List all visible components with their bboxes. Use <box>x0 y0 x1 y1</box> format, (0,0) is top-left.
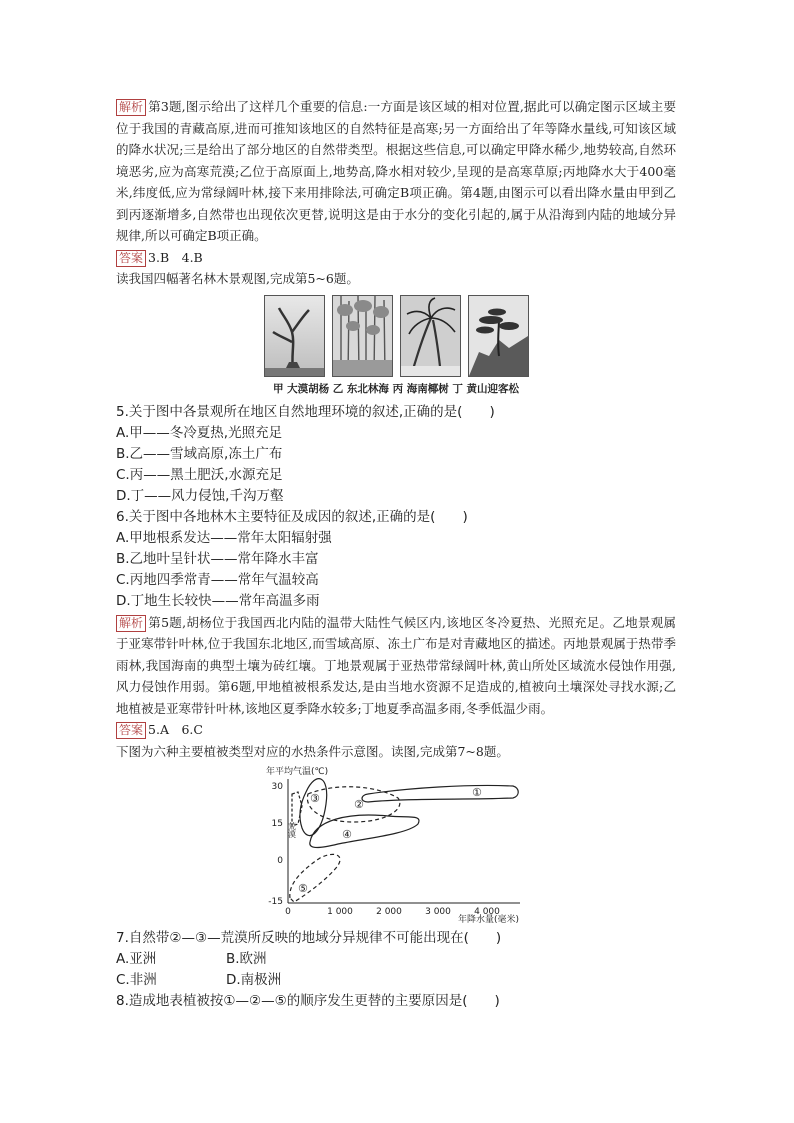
region-label-3: ③ <box>310 792 320 805</box>
x-tick-label: 1 000 <box>327 907 353 917</box>
options-row-2 <box>116 970 676 991</box>
region-label-desert: 荒漠 <box>287 822 297 838</box>
x-tick-label: 4 000 <box>474 907 500 917</box>
analysis-tag: 解析 <box>116 99 146 116</box>
region-label-5: ⑤ <box>298 882 308 895</box>
intro-text: 下图为六种主要植被类型对应的水热条件示意图。读图,完成第7~8题。 <box>116 743 509 759</box>
question-number: 5. <box>116 403 129 420</box>
x-tick-label: 3 000 <box>425 907 451 917</box>
option-c: C.丙——黑土肥沃,水源充足 <box>116 466 283 483</box>
question-stem: 造成地表植被按①—②—⑤的顺序发生更替的主要原因是( ) <box>128 993 500 1009</box>
answer-text: 3.B 4.B <box>148 249 203 265</box>
y-axis-label: 年平均气温(℃) <box>266 767 329 777</box>
region-label-4: ④ <box>342 828 352 841</box>
option-c: C.非洲 <box>116 972 157 988</box>
region-3-outline <box>300 779 327 836</box>
question-8 <box>116 991 676 1012</box>
analysis-tag: 解析 <box>116 615 146 632</box>
question-stem: 关于图中各景观所在地区自然地理环境的叙述,正确的是( ) <box>128 403 495 420</box>
region-label-1: ① <box>472 786 482 799</box>
region-label-2: ② <box>354 798 364 811</box>
option-b: B.乙地叶呈针状——常年降水丰富 <box>116 550 319 567</box>
question-5 <box>116 402 676 423</box>
region-4-outline <box>310 815 419 847</box>
question-stem: 自然带②—③—荒漠所反映的地域分异规律不可能出现在( ) <box>128 930 502 946</box>
option-a: A.亚洲 <box>116 951 157 967</box>
region-1-outline <box>362 785 518 802</box>
option-d: D.丁——风力侵蚀,千沟万壑 <box>116 487 284 504</box>
huangshan-pine-photo <box>468 295 529 377</box>
analysis-block-2 <box>116 612 676 720</box>
northeast-forest-photo <box>332 295 393 377</box>
vegetation-chart <box>258 764 528 924</box>
analysis-text: 第3题,图示给出了这样几个重要的信息:一方面是该区域的相对位置,据此可以确定图示区域主要位于我国的青藏高原,进而可推知该地区的自然特征是高寒;另一方面给出了年等降水量线,可知该区域的降水状况;三是给出了部分地区的自然带类型。根据这些信息,可以确定甲降水稀少,地势较高,自然环境恶劣,应为高寒荒漠;乙位于高原面上,地势高,降水相对较少,呈现的是高寒草原;丙地降水大于400毫米,纬度低,应为常绿阔叶林,接下来用排除法,可确定B项正确。第4题,由图示可以看出降水量由甲到乙到丙逐渐增多,自然带也出现依次更替,说明这是由于水分的变化引起的,属于从沿海到内陆的地域分异规律,所以可确定B项正确。 <box>116 99 676 243</box>
chart-svg <box>258 764 528 924</box>
option-c: C.丙地四季常青——常年气温较高 <box>116 571 319 588</box>
question-number: 7. <box>116 930 129 946</box>
y-tick-label: -15 <box>268 897 283 907</box>
intro-text: 读我国四幅著名林木景观图,完成第5~6题。 <box>116 271 359 286</box>
x-tick-label: 0 <box>285 907 291 917</box>
answer-tag: 答案 <box>116 250 146 267</box>
option-a: A.甲——冬冷夏热,光照充足 <box>116 424 283 441</box>
photo-caption: 甲 大漠胡杨 乙 东北林海 丙 海南椰树 丁 黄山迎客松 <box>272 382 520 395</box>
question-7 <box>116 928 676 949</box>
option-b: B.欧洲 <box>226 951 267 967</box>
page-content <box>116 96 676 1012</box>
question-number: 8. <box>116 993 129 1009</box>
option-d: D.丁地生长较快——常年高温多雨 <box>116 592 320 609</box>
question-number: 6. <box>116 508 129 525</box>
analysis-block-1 <box>116 96 676 247</box>
answer-block-1 <box>116 247 676 269</box>
question-6 <box>116 507 676 528</box>
photo-row <box>116 295 676 377</box>
desert-poplar-photo <box>264 295 325 377</box>
options-row-1 <box>116 949 676 970</box>
hainan-coconut-photo <box>400 295 461 377</box>
option-b: B.乙——雪域高原,冻土广布 <box>116 445 283 462</box>
option-a: A.甲地根系发达——常年太阳辐射强 <box>116 529 332 546</box>
question-stem: 关于图中各地林木主要特征及成因的叙述,正确的是( ) <box>128 508 468 525</box>
x-tick-label: 2 000 <box>376 907 402 917</box>
answer-tag: 答案 <box>116 722 146 739</box>
answer-text: 5.A 6.C <box>148 722 203 737</box>
answer-block-2 <box>116 719 676 741</box>
y-tick-label: 0 <box>277 856 283 866</box>
analysis-text: 第5题,胡杨位于我国西北内陆的温带大陆性气候区内,该地区冬冷夏热、光照充足。乙地景观属于亚寒带针叶林,位于我国东北地区,而雪域高原、冻土广布是对青藏地区的描述。丙地景观属于热带季雨林,我国海南的典型土壤为砖红壤。丁地景观属于亚热带常绿阔叶林,黄山所处区域流水侵蚀作用强,风力侵蚀作用弱。第6题,甲地植被根系发达,是由当地水资源不足造成的,植被向土壤深处寻找水源;乙地植被是亚寒带针叶林,该地区夏季降水较多;丁地夏季高温多雨,冬季低温少雨。 <box>116 614 676 716</box>
option-d: D.南极洲 <box>226 972 282 988</box>
y-tick-label: 15 <box>271 819 283 829</box>
x-axis-label: 年降水量(毫米) <box>458 915 520 924</box>
y-tick-label: 30 <box>271 782 283 792</box>
